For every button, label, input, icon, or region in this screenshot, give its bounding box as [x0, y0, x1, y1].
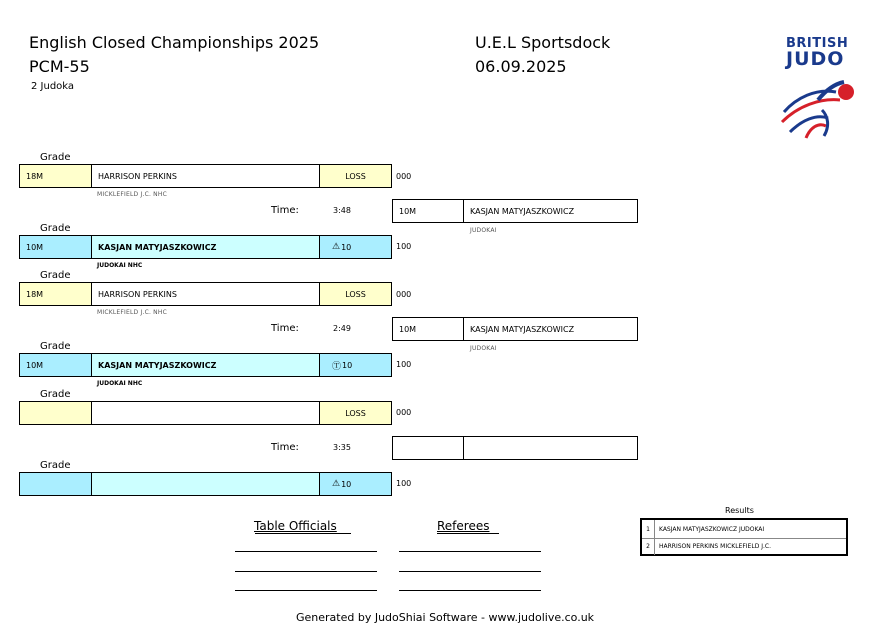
footer-text: Generated by JudoShiai Software - www.judolive.co.uk [296, 611, 595, 624]
blue-result-value: 10 [341, 242, 352, 252]
grade-label: Grade [40, 341, 71, 352]
grade-label: Grade [40, 460, 71, 471]
white-score: 000 [396, 408, 412, 417]
blue-club: JUDOKAI NHC [97, 262, 143, 269]
blue-result-value: 10 [341, 479, 352, 489]
white-name: HARRISON PERKINS [91, 282, 320, 306]
white-result: LOSS [319, 164, 392, 188]
white-grade: 18M [19, 164, 92, 188]
results-rank: 2 [642, 538, 655, 555]
blue-score: 100 [396, 479, 412, 488]
white-name [91, 401, 320, 425]
results-rank: 1 [642, 520, 655, 538]
blue-result [319, 472, 392, 496]
divider [437, 533, 499, 534]
blue-club: JUDOKAI NHC [97, 380, 143, 387]
winner-grade: 10M [392, 317, 464, 341]
match-time: 3:48 [333, 206, 351, 215]
white-result: LOSS [319, 282, 392, 306]
logo-text-judo: JUDO [786, 48, 845, 70]
grade-label: Grade [40, 223, 71, 234]
time-label: Time: [271, 323, 299, 334]
blue-name: KASJAN MATYJASZKOWICZ [91, 235, 320, 259]
blue-score: 100 [396, 360, 412, 369]
results-title: Results [725, 506, 754, 515]
blue-score: 100 [396, 242, 412, 251]
category-title: PCM-55 [29, 57, 90, 76]
signature-line [235, 571, 377, 572]
judo-figures-icon [776, 70, 860, 145]
blue-result [319, 353, 392, 377]
grade-label: Grade [40, 152, 71, 163]
judoka-count: 2 Judoka [31, 81, 75, 92]
divider [255, 533, 351, 534]
white-score: 000 [396, 290, 412, 299]
signature-line [399, 551, 541, 552]
signature-line [235, 551, 377, 552]
blue-result-value: 10 [342, 360, 353, 370]
grade-label: Grade [40, 389, 71, 400]
blue-result [319, 235, 392, 259]
white-name: HARRISON PERKINS [91, 164, 320, 188]
match-time: 2:49 [333, 324, 351, 333]
logo-text-british: BRITISH [786, 36, 849, 51]
warning-triangle-icon: ⚠ [332, 242, 341, 252]
winner-name [463, 436, 638, 460]
white-club: MICKLEFIELD J.C. NHC [97, 309, 167, 316]
results-text: KASJAN MATYJASZKOWICZ JUDOKAI [659, 525, 765, 533]
winner-name: KASJAN MATYJASZKOWICZ [463, 317, 638, 341]
white-club: MICKLEFIELD J.C. NHC [97, 191, 167, 198]
british-judo-logo [776, 34, 860, 144]
white-grade [19, 401, 92, 425]
winner-grade: 10M [392, 199, 464, 223]
results-row [642, 520, 846, 539]
event-date: 06.09.2025 [475, 57, 567, 76]
winner-club: JUDOKAI [470, 345, 497, 352]
results-table [640, 518, 848, 556]
winner-name: KASJAN MATYJASZKOWICZ [463, 199, 638, 223]
winner-grade [392, 436, 464, 460]
blue-name: KASJAN MATYJASZKOWICZ [91, 353, 320, 377]
blue-grade [19, 472, 92, 496]
white-result: LOSS [319, 401, 392, 425]
results-text: HARRISON PERKINS MICKLEFIELD J.C. [659, 543, 771, 550]
signature-line [399, 590, 541, 591]
blue-name [91, 472, 320, 496]
white-grade: 18M [19, 282, 92, 306]
referees-label: Referees [437, 519, 490, 533]
grade-label: Grade [40, 270, 71, 281]
white-score: 000 [396, 172, 412, 181]
winner-club: JUDOKAI [470, 227, 497, 234]
blue-grade: 10M [19, 353, 92, 377]
time-label: Time: [271, 205, 299, 216]
results-row [642, 538, 846, 555]
venue: U.E.L Sportsdock [475, 33, 611, 52]
timer-circle-icon: Ⓣ [332, 361, 342, 372]
signature-line [399, 571, 541, 572]
signature-line [235, 590, 377, 591]
warning-triangle-icon: ⚠ [332, 479, 341, 489]
match-time: 3:35 [333, 443, 351, 452]
blue-grade: 10M [19, 235, 92, 259]
event-title: English Closed Championships 2025 [29, 33, 320, 52]
table-officials-label: Table Officials [254, 519, 337, 533]
time-label: Time: [271, 442, 299, 453]
